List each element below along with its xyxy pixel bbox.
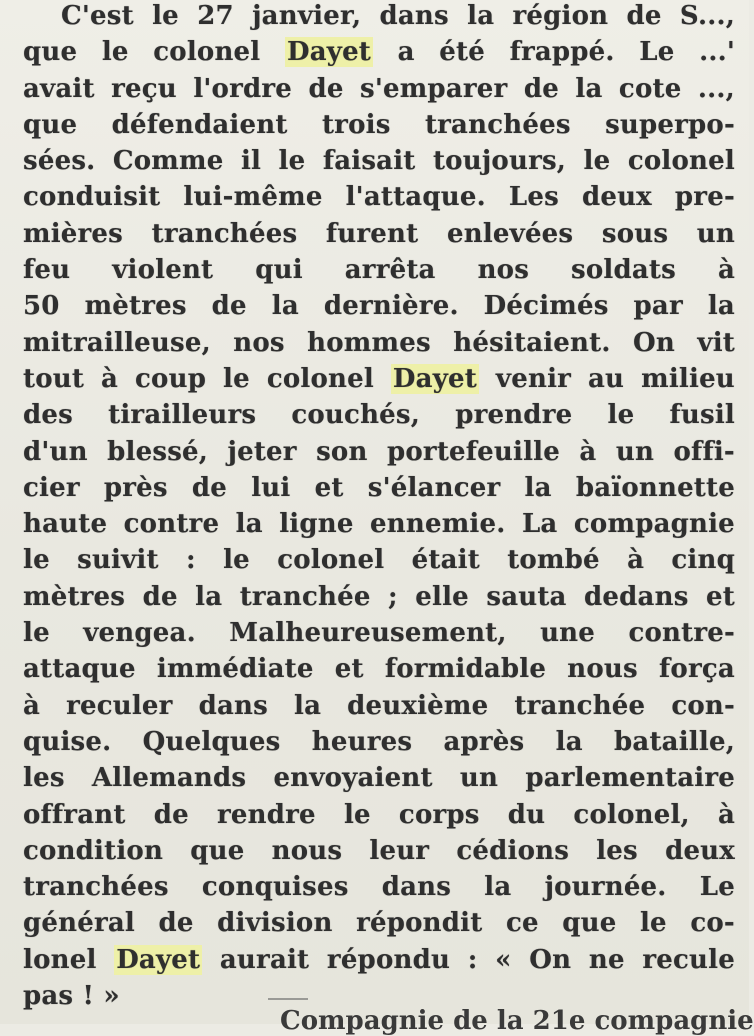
article-word: le (23, 545, 50, 576)
article-word: violent (112, 255, 214, 286)
article-word: son (316, 436, 368, 467)
article-word: contre- (628, 618, 735, 649)
article-word: reçu (111, 73, 177, 104)
article-word: On (529, 944, 572, 975)
article-word: le (101, 37, 129, 68)
article-line (23, 942, 735, 978)
article-line (23, 506, 735, 542)
article-word: vit (697, 327, 735, 358)
article-word: journée. (544, 872, 667, 903)
article-word: Le (639, 37, 675, 68)
article-word: de (142, 581, 178, 612)
article-word: sées. (23, 146, 96, 177)
article-line (23, 905, 735, 941)
article-word: répondu (326, 944, 451, 975)
article-line (23, 797, 735, 833)
article-word: haute (23, 509, 108, 540)
article-word: l'attaque. (345, 182, 486, 213)
article-word: colonel (153, 37, 261, 68)
article-word: attaque (23, 654, 136, 685)
article-word: deux (581, 182, 652, 213)
article-word: faisait (322, 146, 416, 177)
article-word: : (467, 944, 478, 975)
article-word: le (23, 618, 50, 649)
article-word: la (555, 726, 583, 757)
article-word: général (23, 908, 135, 939)
article-word: ne (588, 944, 625, 975)
article-word: sauta (486, 581, 567, 612)
article-line (23, 179, 735, 215)
article-word: baïonnette (575, 472, 735, 503)
article-line (23, 542, 735, 578)
article-word: hommes (307, 327, 431, 358)
article-word: s'emparer (359, 73, 508, 104)
article-word: soldats (571, 255, 676, 286)
article-word: colonel (266, 363, 374, 394)
article-word: lui-même (183, 182, 323, 213)
article-word: que (23, 109, 78, 140)
article-line (23, 397, 735, 433)
article-word: tirailleurs (108, 400, 257, 431)
article-word: tranchées (424, 109, 571, 140)
article-word: la (294, 690, 322, 721)
article-word: dans (198, 690, 268, 721)
article-word: dans (379, 1, 449, 31)
article-line (23, 724, 735, 760)
article-word: colonel, (573, 799, 690, 830)
article-word: les (596, 835, 638, 866)
search-highlight: Dayet (392, 363, 477, 394)
article-word: la (235, 509, 263, 540)
article-word: recule (642, 944, 735, 975)
article-word: : (186, 545, 196, 576)
article-word (391, 361, 479, 397)
article-word: tranchée (514, 690, 646, 721)
article-word: conquises (201, 872, 349, 903)
article-word: le (223, 545, 250, 576)
article-word: Le (699, 872, 735, 903)
article-word: du (507, 799, 546, 830)
article-word: venir (495, 363, 572, 394)
article-word: la (195, 581, 223, 612)
article-word: ce (505, 908, 539, 939)
article-word: jeter (227, 436, 297, 467)
article-word: un (696, 218, 735, 249)
article-word: tombé (507, 545, 600, 576)
article-word: couchés, (291, 400, 421, 431)
article-word: une (540, 618, 596, 649)
article-word: le (223, 363, 250, 394)
article-word: sous (601, 218, 669, 249)
article-word: dernière. (323, 291, 459, 322)
article-word: Malheureusement, (229, 618, 507, 649)
article-word: reculer (66, 690, 173, 721)
article-word: que (23, 37, 78, 68)
article-word: dans (381, 872, 452, 903)
article-line (23, 143, 735, 179)
article-word: conduisit (23, 182, 161, 213)
article-word: bataille, (614, 726, 735, 757)
article-word: envoyaient (273, 763, 433, 794)
article-word: pas (23, 981, 74, 1012)
article-word: par (633, 291, 683, 322)
article-word: C'est (61, 1, 134, 31)
article-word: ! (82, 981, 95, 1012)
article-line (23, 651, 735, 687)
article-line (23, 833, 735, 869)
article-word: mitrailleuse, (23, 327, 211, 358)
article-line (23, 216, 735, 252)
article-word: deuxième (347, 690, 489, 721)
article-line (23, 470, 735, 506)
article-word: On (633, 327, 675, 358)
article-word: il (240, 146, 262, 177)
article-word: le (343, 799, 371, 830)
article-word: Les (508, 182, 559, 213)
article-word: s'élancer (367, 472, 501, 503)
article-word: tout (23, 363, 85, 394)
article-word: enlevées (446, 218, 574, 249)
article-word: à (579, 436, 597, 467)
article-word: nous (271, 835, 343, 866)
article-word: la (271, 291, 299, 322)
article-word: après (443, 726, 525, 757)
article-word: condition (23, 835, 164, 866)
article-word: tranchées (23, 872, 169, 903)
article-word: pre- (674, 182, 735, 213)
article-line (23, 361, 735, 397)
article-word: la (484, 872, 512, 903)
article-word: fusil (669, 400, 735, 431)
article-word: con- (671, 690, 735, 721)
article-word: de (308, 73, 344, 104)
article-word: mètres (84, 291, 187, 322)
article-word: le (278, 146, 306, 177)
article-word: le (152, 1, 179, 31)
article-word: mètres (23, 581, 126, 612)
article-line (23, 869, 735, 905)
article-word: la (707, 291, 735, 322)
article-word: à (101, 363, 119, 394)
search-highlight: Dayet (286, 37, 372, 68)
article-word: répondit (356, 908, 483, 939)
article-word: la (524, 472, 552, 503)
article-word: vengea. (83, 618, 196, 649)
article-word: 27 (197, 1, 234, 31)
article-word: le (583, 146, 611, 177)
article-word: formidable (384, 654, 547, 685)
article-word: rendre (217, 799, 316, 830)
section-divider (268, 998, 308, 1000)
article-word: le (639, 908, 667, 939)
article-word: nous (567, 654, 638, 685)
article-word: toujours, (432, 146, 567, 177)
article-word: de (158, 908, 194, 939)
article-word: feu (23, 255, 71, 286)
article-word: « (495, 944, 512, 975)
article-line (23, 0, 735, 34)
article-word: contre (123, 509, 220, 540)
article-line (23, 615, 735, 651)
article-word: l'ordre (193, 73, 293, 104)
article-word: Quelques (142, 726, 281, 757)
article-word: hésitaient. (453, 327, 611, 358)
article-word: était (411, 545, 480, 576)
article-word: leur (369, 835, 430, 866)
article-word: de (191, 472, 228, 503)
article-word: lonel (23, 944, 97, 975)
article-word: blessé, (107, 436, 209, 467)
article-word: un (615, 436, 655, 467)
article-word: ennemie. (370, 509, 506, 540)
article-word: d'un (23, 436, 88, 467)
article-word: 50 (23, 291, 60, 322)
article-word: que (562, 908, 617, 939)
article-word: offrant (23, 799, 126, 830)
article-word: cier (23, 472, 80, 503)
article-word: la (575, 73, 603, 104)
article-word: des (23, 400, 73, 431)
article-word: cinq (671, 545, 735, 576)
article-word: près (103, 472, 168, 503)
article-word: et (705, 581, 735, 612)
article-word: de (153, 799, 189, 830)
article-word: S..., (679, 1, 735, 31)
article-word: la (467, 1, 495, 31)
article-word: La (521, 509, 558, 540)
article-word: division (217, 908, 333, 939)
article-word: le (607, 400, 635, 431)
article-word: quise. (23, 726, 112, 757)
article-word: Allemands (91, 763, 247, 794)
article-word: à (717, 799, 735, 830)
article-word: co- (690, 908, 735, 939)
article-line (23, 579, 735, 615)
article-word: Décimés (483, 291, 609, 322)
article-word: défendaient (111, 109, 288, 140)
article-word: dedans (584, 581, 689, 612)
article-word: heures (311, 726, 413, 757)
article-word: de (523, 73, 559, 104)
article-word: trois (321, 109, 391, 140)
article-word: compagnie (573, 509, 735, 540)
article-word: lui (251, 472, 291, 503)
article-word: superpo- (605, 109, 735, 140)
article-line (23, 34, 735, 70)
article-word: et (334, 654, 364, 685)
article-line (23, 107, 735, 143)
article-word: au (588, 363, 625, 394)
article-word: força (659, 654, 735, 685)
search-highlight: Dayet (116, 944, 201, 975)
article-line (23, 688, 735, 724)
article-word: été (439, 37, 485, 68)
article-line (23, 434, 735, 470)
article-word: arrêta (344, 255, 436, 286)
article-word: à (627, 545, 645, 576)
article-word: » (103, 981, 120, 1012)
article-word: à (717, 255, 735, 286)
article-word: nos (477, 255, 530, 286)
article-word: que (190, 835, 245, 866)
article-line (23, 288, 735, 324)
article-word: colonel (627, 146, 735, 177)
article-word: prendre (455, 400, 573, 431)
article-word: région (512, 1, 609, 31)
article-word: de (626, 1, 662, 31)
article-word: qui (255, 255, 303, 286)
article-word: a (397, 37, 415, 68)
article-word: immédiate (156, 654, 314, 685)
article-word: et (314, 472, 344, 503)
article-line (23, 252, 735, 288)
article-line (23, 760, 735, 796)
article-word: coup (135, 363, 207, 394)
article-word (114, 942, 202, 978)
article-word: janvier, (252, 1, 362, 31)
article-word: ligne (279, 509, 354, 540)
article-word: ..., (697, 73, 735, 104)
article-word: furent (325, 218, 419, 249)
article-word: parlementaire (525, 763, 735, 794)
article-word: ; (388, 581, 398, 612)
article-word: mières (23, 218, 124, 249)
article-word: nos (233, 327, 285, 358)
article-word: suivit (77, 545, 159, 576)
article-word: Comme (112, 146, 224, 177)
article-word: tranchées (151, 218, 298, 249)
article-word: colonel (277, 545, 385, 576)
article-body (23, 0, 735, 1014)
article-word (285, 34, 373, 70)
article-line (23, 71, 735, 107)
article-word: offi- (673, 436, 735, 467)
article-word: frappé. (509, 37, 615, 68)
article-word: de (211, 291, 247, 322)
article-word: aurait (219, 944, 310, 975)
article-word: les (23, 763, 65, 794)
article-word: à (23, 690, 41, 721)
article-word: cote (618, 73, 682, 104)
article-word: cédions (456, 835, 570, 866)
article-word: avait (23, 73, 95, 104)
article-word: elle (415, 581, 469, 612)
article-word: corps (398, 799, 480, 830)
article-word: deux (665, 835, 735, 866)
article-word: milieu (641, 363, 735, 394)
article-word: un (459, 763, 499, 794)
article-word: portefeuille (387, 436, 560, 467)
article-word: ...' (699, 37, 735, 68)
next-article-fragment: Compagnie de la 21e compagnie (280, 1006, 754, 1036)
article-word: tranchée (239, 581, 371, 612)
article-line (23, 325, 735, 361)
